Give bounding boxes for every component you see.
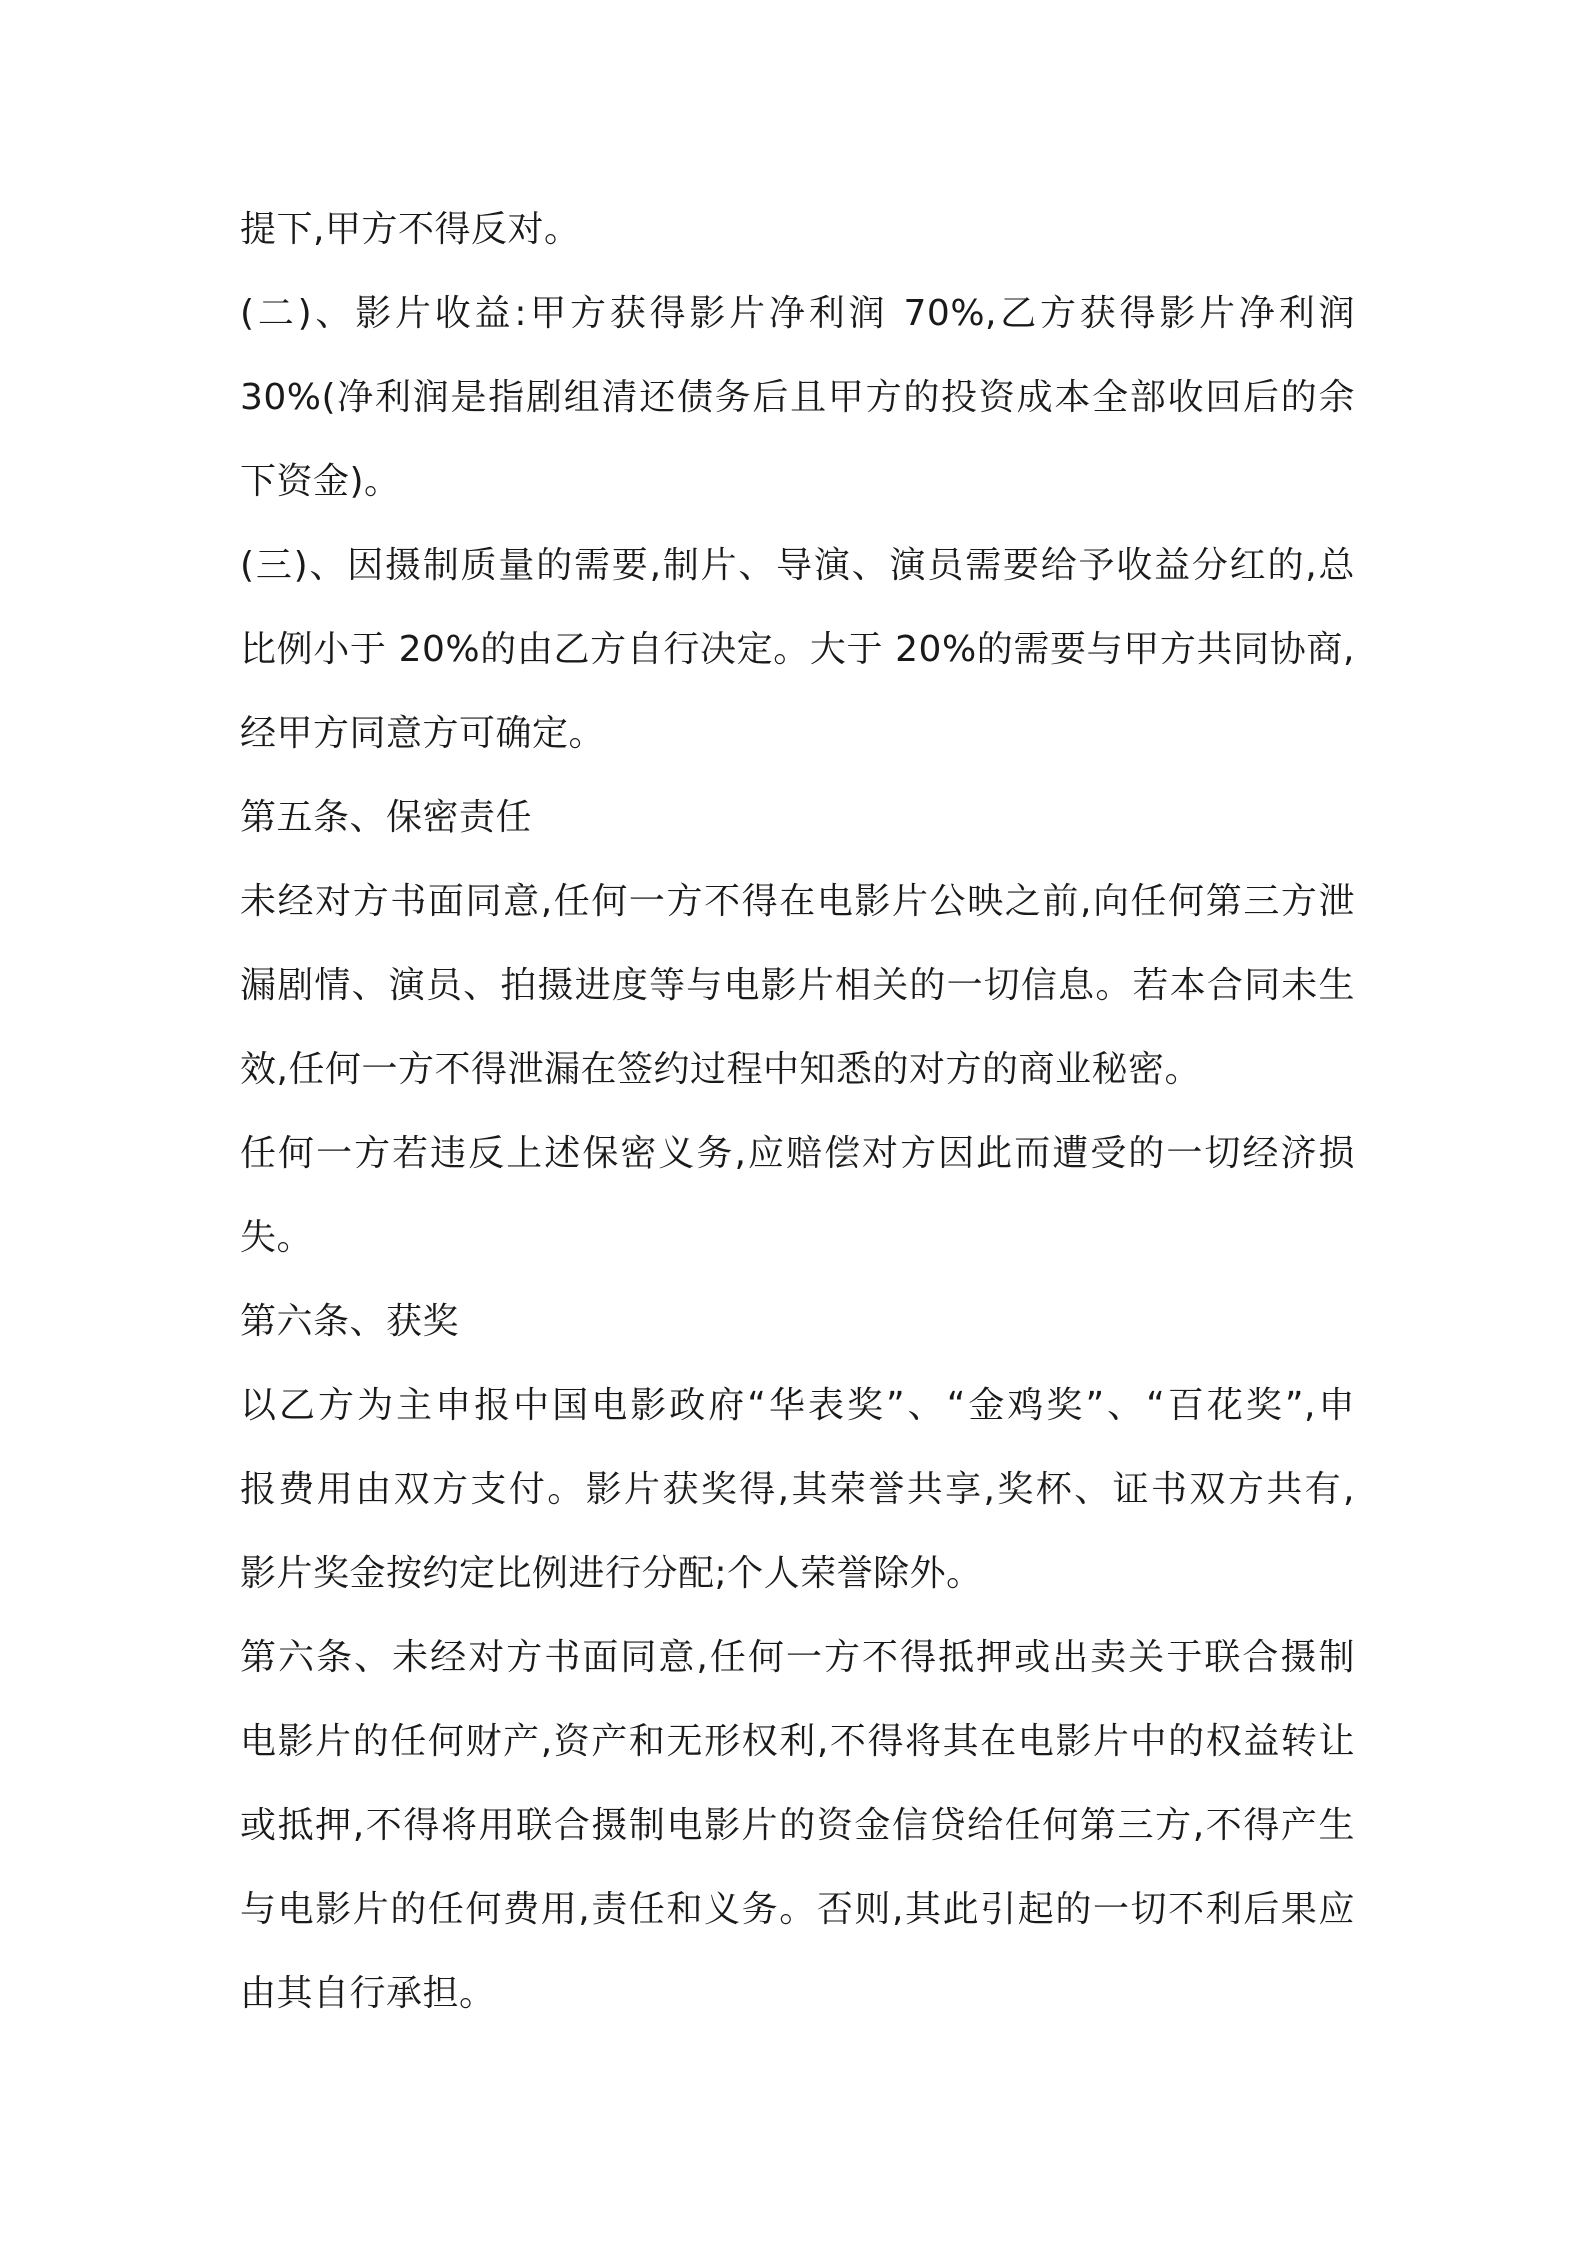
text-line: 下资金)。 xyxy=(240,461,401,502)
text-line: 比例小于 20%的由乙方自行决定。大于 20%的需要与甲方共同协商, xyxy=(240,629,1355,670)
text-line: 由其自行承担。 xyxy=(240,1973,496,2014)
text-line: 影片奖金按约定比例进行分配;个人荣誉除外。 xyxy=(240,1553,983,1594)
text-line: 第五条、保密责任 xyxy=(240,797,533,838)
text-line: 提下,甲方不得反对。 xyxy=(240,209,581,250)
text-line: 漏剧情、演员、拍摄进度等与电影片相关的一切信息。若本合同未生 xyxy=(240,965,1355,1006)
text-line: 失。 xyxy=(240,1217,314,1258)
text-line: 效,任何一方不得泄漏在签约过程中知悉的对方的商业秘密。 xyxy=(240,1049,1201,1090)
text-line: 或抵押,不得将用联合摄制电影片的资金信贷给任何第三方,不得产生 xyxy=(240,1805,1355,1846)
text-line: 电影片的任何财产,资产和无形权利,不得将其在电影片中的权益转让 xyxy=(240,1721,1355,1762)
text-line: (三)、因摄制质量的需要,制片、导演、演员需要给予收益分红的,总 xyxy=(240,545,1355,586)
text-line: 经甲方同意方可确定。 xyxy=(240,713,606,754)
text-line: 第六条、未经对方书面同意,任何一方不得抵押或出卖关于联合摄制 xyxy=(240,1637,1355,1678)
text-line: 30%(净利润是指剧组清还债务后且甲方的投资成本全部收回后的余 xyxy=(240,377,1355,418)
text-line: 任何一方若违反上述保密义务,应赔偿对方因此而遭受的一切经济损 xyxy=(240,1133,1355,1174)
text-line: 第六条、获奖 xyxy=(240,1301,460,1342)
text-line: 报费用由双方支付。影片获奖得,其荣誉共享,奖杯、证书双方共有, xyxy=(240,1469,1355,1510)
text-line: 与电影片的任何费用,责任和义务。否则,其此引起的一切不利后果应 xyxy=(240,1889,1355,1930)
text-line: 以乙方为主申报中国电影政府“华表奖”、“金鸡奖”、“百花奖”,申 xyxy=(240,1385,1355,1426)
text-line: 未经对方书面同意,任何一方不得在电影片公映之前,向任何第三方泄 xyxy=(240,881,1355,922)
document-page xyxy=(240,188,1355,2036)
text-line: (二)、影片收益:甲方获得影片净利润 70%,乙方获得影片净利润 xyxy=(240,293,1355,334)
